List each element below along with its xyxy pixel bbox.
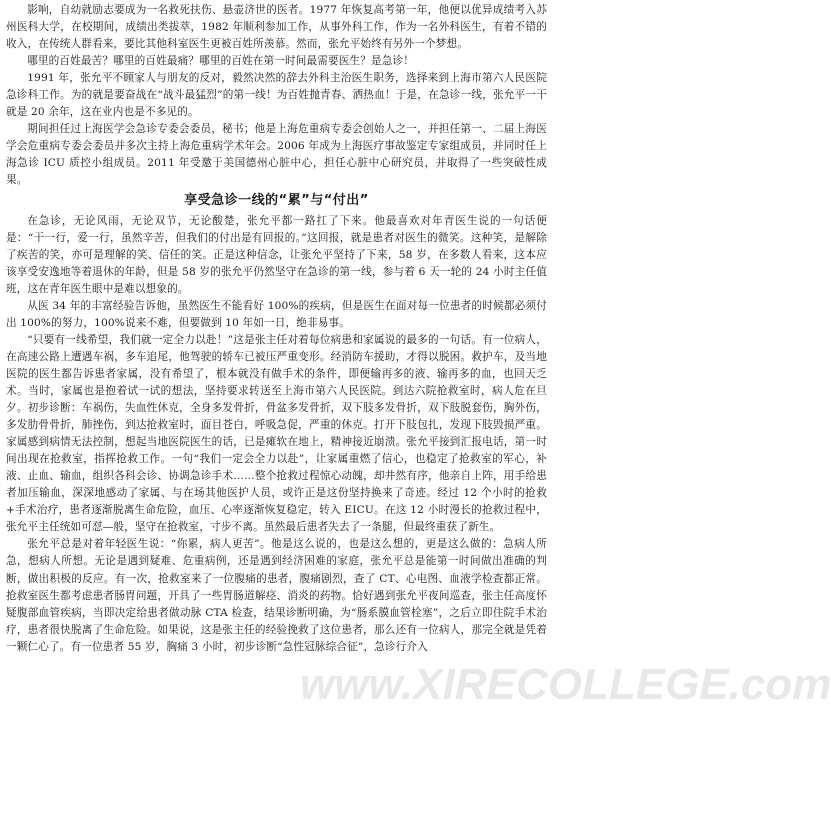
watermark: www.XIRECOLLEGE.com — [300, 660, 831, 709]
body-paragraph: 影响，自幼就励志要成为一名救死扶伤、悬壶济世的医者。1977 年恢复高考第一年，他便以优异成绩考入苏州医科大学，在校期间，成绩出类拔萃，1982 年顺利参加工作，从事外科工作，作为一名外科医生，有着不错的收入，在传统人群看来，要比其他科室医生更被百姓所羡慕。然而，张允平始终有另外一个梦想。 — [6, 4, 547, 51]
body-paragraph: “只要有一线希望，我们就一定全力以赴！”这是张主任对着每位病患和家属说的最多的一句话。有一位病人，在高速公路上遭遇车祸，多车追尾，他驾驶的轿车已被压严重变形。经消防车援助，才得以脱困。救护车，及当地医院的医生都告诉患者家属，没有希望了，根本就没有做手术的条件，即便输再多的液、输再多的血，也回天乏术。当时，家属也是抱着试一试的想法，坚持要求转送至上海市第六人民医院。到达六院抢救室时，病人危在旦夕。初步诊断：车祸伤，失血性休克，全身多发骨折，骨盆多发骨折，双下肢多发骨折，双下肢脱套伤，胸外伤，多发肋骨骨折，肺挫伤，到达抢救室时，面目苍白，呼吸急促，严重的休克。打开下肢包扎，发现下肢毁损严重。家属感到病情无法控制，想起当地医院医生的话，已是瘫软在地上，精神接近崩溃。张允平接到汇报电话，第一时间出现在抢救室，指挥抢救工作。一句“我们一定会全力以赴”，让家属重燃了信心，也稳定了抢救室的军心，补液、止血、输血，组织各科会诊、协调急诊手术……整个抢救过程惊心动魄，却井然有序，他亲自上阵，用手给患者加压输血，深深地感动了家属、与在场其他医护人员，或许正是这份坚持换来了奇迹。经过 12 个小时的抢救+手术治疗，患者逐渐脱离生命危险，血压、心率逐渐恢复稳定，转入 EICU。在这 12 小时漫长的抢救过程中，张允平主任统如可怼—般，坚守在抢救室，寸步不离。虽然最后患者失去了一条腿，但最终重获了新生。 — [6, 333, 547, 534]
body-paragraph: 从医 34 年的丰富经验告诉他，虽然医生不能看好 100%的疾病，但是医生在面对每一位患者的时候都必须付出 100%的努力，100%说来不难，但要做到 10 年如一日，绝非易事。 — [6, 299, 547, 329]
body-paragraph: 在急诊，无论风雨，无论双节，无论酸楚，张允平都一路扛了下来。他最喜欢对年青医生说的一句话便是：“干一行，爱一行，虽然辛苦，但我们的付出是有回报的。”这回报，就是患者对医生的微笑。这种笑，是解除了疾苦的笑，亦可是理解的笑、信任的笑。正是这种信念，让张允平坚持了下来，58 岁，在多数人看来，这本应该享受安逸地等着退休的年龄，但是 58 岁的张允平仍然坚守在急诊的第一线，参与着 6 天一轮的 24 小时主任值班，这在青年医生眼中是难以想象的。 — [6, 214, 547, 295]
body-paragraph: 1991 年，张允平不顾家人与朋友的反对，毅然决然的辞去外科主治医生职务，选择来到上海市第六人民医院急诊科工作。为的就是要奋战在“战斗最猛烈”的第一线！为百姓抛青春、洒热血！于是，在急诊一线，张允平一干就是 20 余年，这在业内也是不多见的。 — [6, 72, 547, 119]
body-paragraph: 哪里的百姓最苦？哪里的百姓最痛？哪里的百姓在第一时间最需要医生？是急诊！ — [27, 55, 414, 68]
body-paragraph: 张允平总是对着年轻医生说：“你累，病人更苦”。他是这么说的，也是这么想的，更是这么做的：急病人所急，想病人所想。无论是遇到疑难、危重病例，还是遇到经济困难的家庭，张允平总是能第一时间做出准确的判断，做出积极的反应。有一次，抢救室来了一位腹痛的患者，腹痛剧烈，查了 CT、心电图、血液学检查都正常。抢救室医生都考虑患者肠胃问题，开具了一些胃肠道解痉、消炎的药物。恰好遇到张允平夜间巡查，张主任高度怀疑腹部血管疾病，当即决定给患者做动脉 CTA 检查，结果诊断明确，为“肠系膜血管栓塞”，之后立即住院手术治疗，患者很快脱离了生命危险。如果说，这是张主任的经验挽救了这位患者，那么还有一位病人，那完全就是凭着一颗仁心了。有一位患者 55 岁，胸痛 3 小时，初步诊断“急性冠脉综合征”，急诊行介入 — [6, 538, 547, 653]
body-paragraph: 期间担任过上海医学会急诊专委会委员，秘书；他是上海危重病专委会创始人之一，并担任第一、二届上海医学会危重病专委会委员并多次主持上海危重病学术年会。2006 年成为上海医疗事故鉴定专家组成员，并同时任上海急诊 ICU 质控小组成员。2011 年受邀于美国德州心脏中心，担任心脏中心研究员，并取得了一些突破性成果。 — [6, 123, 547, 187]
section-title: 享受急诊一线的“累”与“付出” — [184, 192, 369, 208]
document-page — [6, 2, 547, 811]
